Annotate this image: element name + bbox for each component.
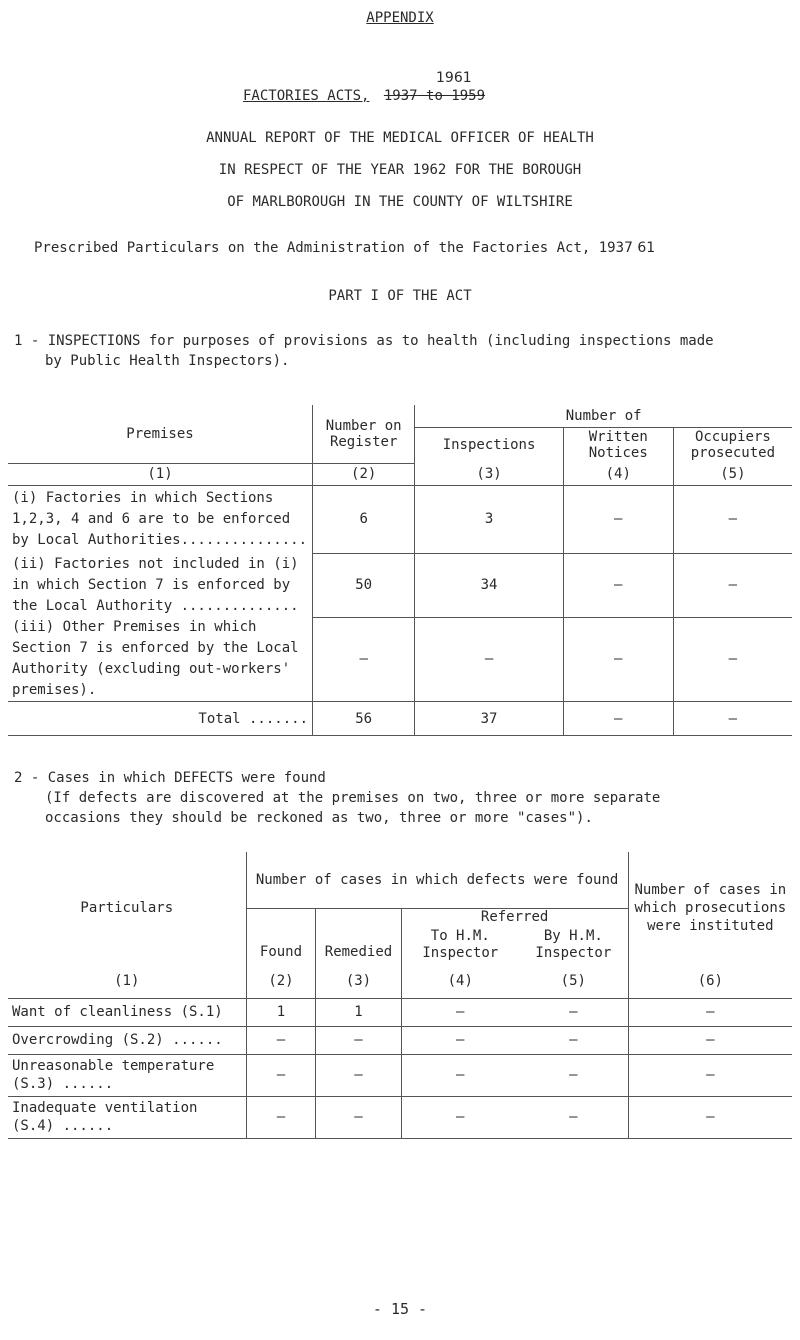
- act-title-struck: 1937 to 1959: [383, 88, 486, 104]
- row-label: (i) Factories in which Sections 1,2,3, 4 and 6 are to be enforced by Local Authorities...............: [12, 489, 308, 548]
- col-written-notices: Written Notices: [563, 427, 673, 463]
- row-label: Unreasonable temperature (S.3) ......: [8, 1054, 246, 1096]
- col-number-2: (2): [246, 964, 316, 998]
- handwritten-year-correction: 7 61: [624, 240, 656, 256]
- prosecutions-value: –: [628, 1096, 792, 1138]
- prosecutions-value: –: [628, 1026, 792, 1054]
- register-value: –: [313, 617, 415, 702]
- col-particulars: Particulars: [80, 900, 174, 916]
- col-number-1: (1): [8, 964, 246, 998]
- remedied-value: –: [316, 1054, 401, 1096]
- col-occupiers-prosecuted: Occupiers prosecuted: [673, 427, 792, 463]
- col-number-on-register: Number on Register: [313, 405, 415, 463]
- row-label: (iii) Other Premises in which Section 7 is enforced by the Local Authority (excluding out-workers' premises).: [8, 617, 313, 702]
- remedied-value: –: [316, 1096, 401, 1138]
- section2-heading-line1: 2 - Cases in which DEFECTS were found: [14, 770, 326, 786]
- table-row: [8, 617, 792, 702]
- table-row: [8, 1096, 792, 1138]
- report-line-1: ANNUAL REPORT OF THE MEDICAL OFFICER OF HEALTH: [206, 130, 594, 146]
- found-value: –: [246, 1096, 316, 1138]
- by-hm-value: –: [519, 998, 628, 1026]
- inspections-value: –: [415, 617, 563, 702]
- prosecutions-value: –: [628, 1054, 792, 1096]
- remedied-value: 1: [316, 998, 401, 1026]
- total-register: 56: [313, 702, 415, 736]
- col-number-of: Number of: [415, 405, 792, 427]
- table-row: [8, 1026, 792, 1054]
- total-row: [8, 702, 792, 736]
- row-label: (ii) Factories not included in (i) in which Section 7 is enforced by the Local Authority ..............: [12, 555, 299, 614]
- col-number-6: (6): [628, 964, 792, 998]
- col-number-2: (2): [313, 463, 415, 485]
- total-inspections: 37: [415, 702, 563, 736]
- table-row: [8, 485, 792, 553]
- table-row: [8, 553, 792, 617]
- prosecuted-value: –: [673, 485, 792, 553]
- col-number-3: (3): [316, 964, 401, 998]
- handwritten-year: 1961: [436, 70, 472, 86]
- col-number-4: (4): [401, 964, 519, 998]
- to-hm-value: –: [401, 1096, 519, 1138]
- notices-value: –: [563, 485, 673, 553]
- to-hm-value: –: [401, 998, 519, 1026]
- col-number-1: (1): [8, 463, 313, 485]
- col-prosecutions: Number of cases in which prosecutions were instituted: [628, 852, 792, 964]
- by-hm-value: –: [519, 1054, 628, 1096]
- col-number-5: (5): [673, 463, 792, 485]
- row-label: Inadequate ventilation (S.4) ......: [8, 1096, 246, 1138]
- page-number: - 15 -: [372, 1300, 428, 1318]
- report-line-2: IN RESPECT OF THE YEAR 1962 FOR THE BOROUGH: [218, 162, 582, 178]
- prosecutions-value: –: [628, 998, 792, 1026]
- register-value: 6: [313, 485, 415, 553]
- col-by-hm-inspector: By H.M. Inspector: [535, 928, 612, 961]
- remedied-value: –: [316, 1026, 401, 1054]
- total-prosecuted: –: [673, 702, 792, 736]
- table-row: [8, 998, 792, 1026]
- col-number-4: (4): [563, 463, 673, 485]
- by-hm-value: –: [519, 1096, 628, 1138]
- col-inspections: Inspections: [415, 427, 563, 463]
- notices-value: –: [563, 553, 673, 617]
- total-notices: –: [563, 702, 673, 736]
- row-label: Overcrowding (S.2) ......: [8, 1026, 246, 1054]
- col-cases-found: Number of cases in which defects were found: [246, 852, 628, 908]
- part-title: PART I OF THE ACT: [328, 288, 472, 304]
- found-value: –: [246, 1054, 316, 1096]
- inspections-value: 34: [415, 553, 563, 617]
- inspections-value: 3: [415, 485, 563, 553]
- col-number-3: (3): [415, 463, 563, 485]
- row-label: Want of cleanliness (S.1): [8, 998, 246, 1026]
- col-to-hm-inspector: To H.M. Inspector: [401, 926, 519, 964]
- col-referred: Referred: [401, 908, 628, 926]
- prosecuted-value: –: [673, 553, 792, 617]
- col-number-5: (5): [519, 964, 628, 998]
- prescribed-particulars: Prescribed Particulars on the Administration of the Factories Act, 193: [34, 240, 625, 256]
- table-row: [8, 1054, 792, 1096]
- by-hm-value: –: [519, 1026, 628, 1054]
- notices-value: –: [563, 617, 673, 702]
- register-value: 50: [313, 553, 415, 617]
- inspections-table: [8, 405, 792, 736]
- defects-table: [8, 852, 792, 1139]
- to-hm-value: –: [401, 1054, 519, 1096]
- col-found: Found: [246, 908, 316, 964]
- to-hm-value: –: [401, 1026, 519, 1054]
- report-line-3: OF MARLBOROUGH IN THE COUNTY OF WILTSHIRE: [227, 194, 573, 210]
- section2-heading-line3: occasions they should be reckoned as two, three or more "cases").: [45, 810, 593, 826]
- section1-heading-line1: 1 - INSPECTIONS for purposes of provisions as to health (including inspections made: [14, 333, 714, 349]
- act-title: FACTORIES ACTS,: [243, 88, 370, 104]
- found-value: 1: [246, 998, 316, 1026]
- col-premises: Premises: [8, 405, 313, 463]
- col-remedied: Remedied: [316, 908, 401, 964]
- total-label: Total .......: [8, 702, 313, 736]
- section1-heading-line2: by Public Health Inspectors).: [45, 353, 290, 369]
- found-value: –: [246, 1026, 316, 1054]
- appendix-title: APPENDIX: [366, 10, 434, 26]
- section2-heading-line2: (If defects are discovered at the premises on two, three or more separate: [45, 790, 661, 806]
- prosecuted-value: –: [673, 617, 792, 702]
